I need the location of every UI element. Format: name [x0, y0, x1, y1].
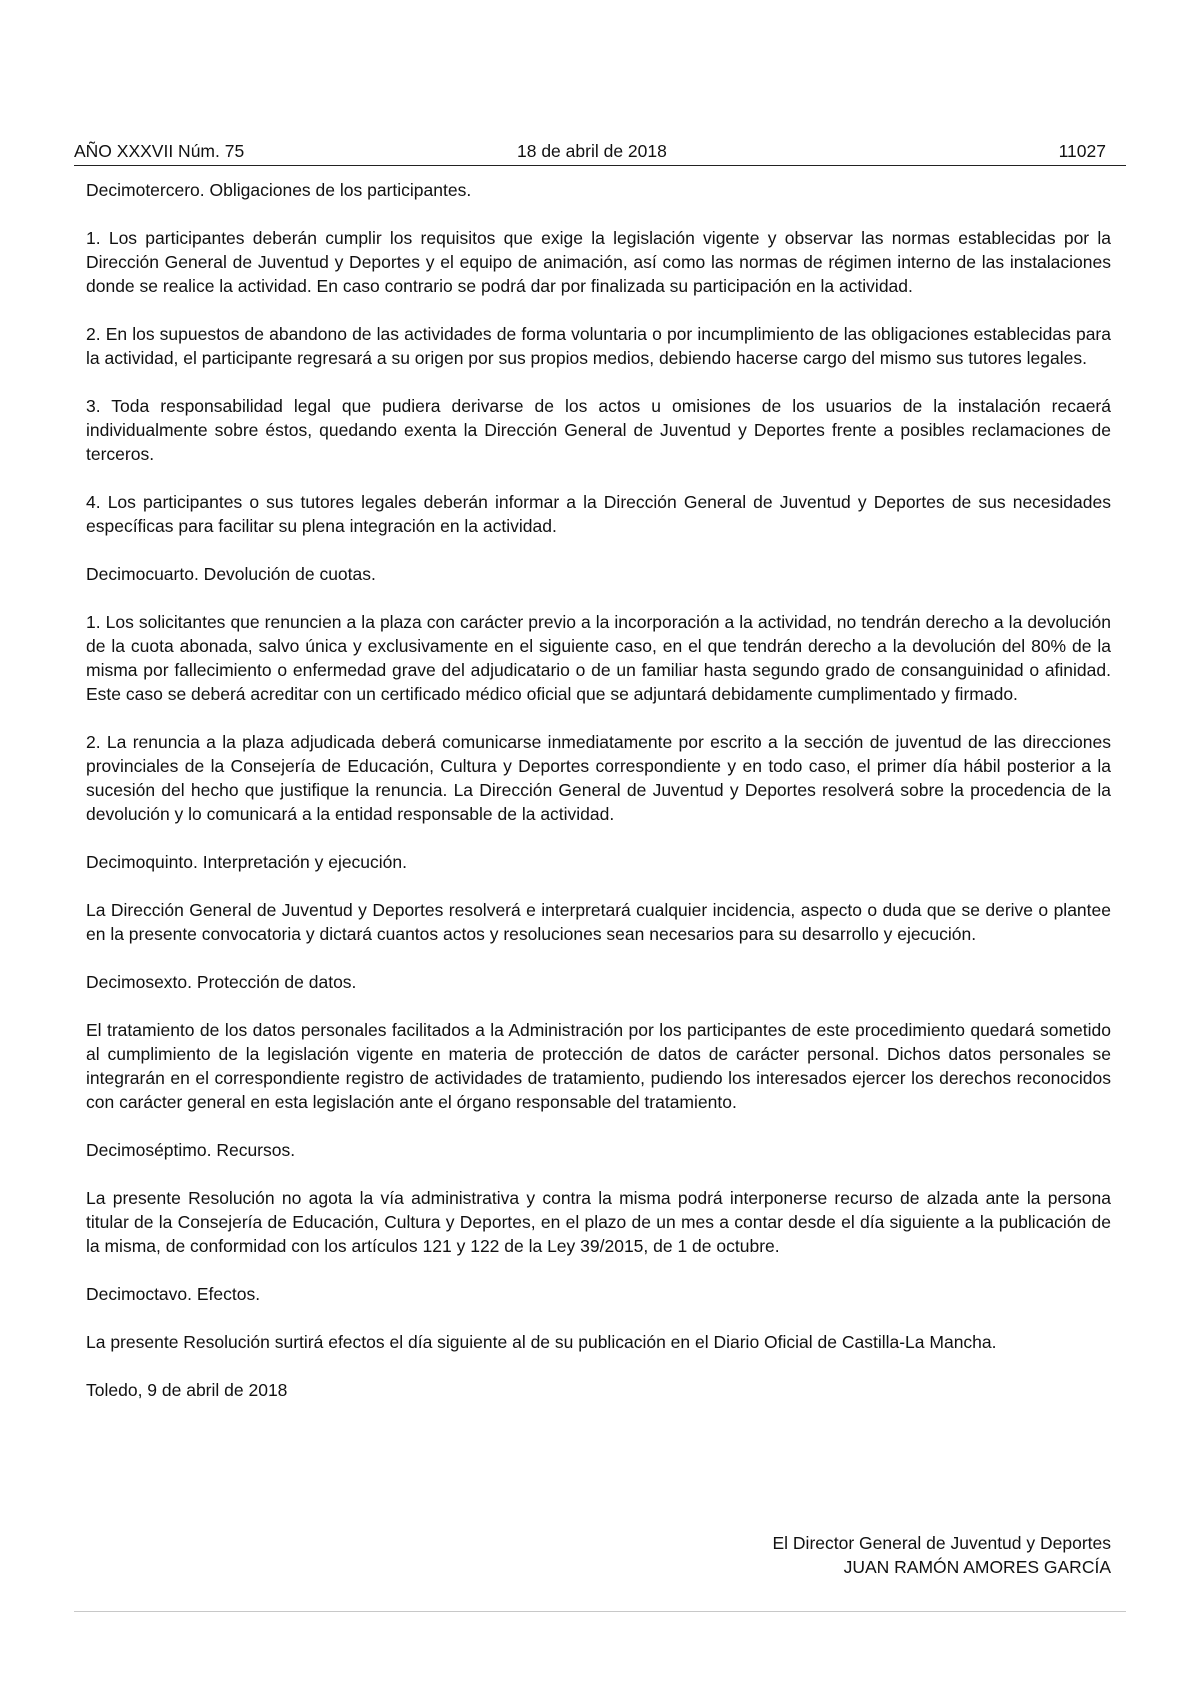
- paragraph: La presente Resolución no agota la vía administrativa y contra la misma podrá interponerse recurso de alzada ante la persona titular de la Consejería de Educación, Cultura y Deportes, en el plazo de un mes a contar desde el día siguiente a la publicación de la misma, de conformidad con los artículos 121 y 122 de la Ley 39/2015, de 1 de octubre.: [86, 1188, 1111, 1256]
- publication-date: 18 de abril de 2018: [517, 141, 667, 161]
- paragraph: 1. Los solicitantes que renuncien a la plaza con carácter previo a la incorporación a la actividad, no tendrán derecho a la devolución de la cuota abonada, salvo única y exclusivamente en el siguiente caso, en el que tendrán derecho a la devolución del 80% de la misma por fallecimiento o enfermedad grave del adjudicatario o de un familiar hasta segundo grado de consanguinidad o afinidad. Este caso se deberá acreditar con un certificado médico oficial que se adjuntará debidamente cumplimentado y firmado.: [86, 612, 1111, 704]
- paragraph: 1. Los participantes deberán cumplir los requisitos que exige la legislación vigente y observar las normas establecidas por la Dirección General de Juventud y Deportes y el equipo de animación, así como las normas de régimen interno de las instalaciones donde se realice la actividad. En caso contrario se podrá dar por finalizada su participación en la actividad.: [86, 228, 1111, 296]
- issue-number: AÑO XXXVII Núm. 75: [74, 141, 245, 161]
- paragraph: 3. Toda responsabilidad legal que pudiera derivarse de los actos u omisiones de los usuarios de la instalación recaerá individualmente sobre éstos, quedando exenta la Dirección General de Juventud y Deportes frente a posibles reclamaciones de terceros.: [86, 396, 1111, 464]
- section-heading: Decimoséptimo. Recursos.: [86, 1140, 296, 1160]
- place-date: Toledo, 9 de abril de 2018: [86, 1380, 288, 1400]
- footer-divider: [74, 1611, 1126, 1612]
- signer-name: JUAN RAMÓN AMORES GARCÍA: [843, 1557, 1111, 1577]
- signature-block: [773, 1531, 1112, 1579]
- signer-title: El Director General de Juventud y Deportes: [772, 1533, 1111, 1553]
- section-heading: Decimocuarto. Devolución de cuotas.: [86, 564, 376, 584]
- page-number: 11027: [1058, 141, 1106, 161]
- paragraph: 2. La renuncia a la plaza adjudicada deberá comunicarse inmediatamente por escrito a la sección de juventud de las direcciones provinciales de la Consejería de Educación, Cultura y Deportes correspondiente y en todo caso, el primer día hábil posterior a la sucesión del hecho que justifique la renuncia. La Dirección General de Juventud y Deportes resolverá sobre la procedencia de la devolución y lo comunicará a la entidad responsable de la actividad.: [86, 732, 1111, 824]
- section-heading: Decimotercero. Obligaciones de los participantes.: [86, 180, 472, 200]
- paragraph: 2. En los supuestos de abandono de las actividades de forma voluntaria o por incumplimiento de las obligaciones establecidas para la actividad, el participante regresará a su origen por sus propios medios, debiendo hacerse cargo del mismo sus tutores legales.: [86, 324, 1111, 368]
- section-heading: Decimoctavo. Efectos.: [86, 1284, 261, 1304]
- paragraph: La presente Resolución surtirá efectos el día siguiente al de su publicación en el Diario Oficial de Castilla-La Mancha.: [86, 1332, 997, 1352]
- document-body: [86, 178, 1111, 1414]
- page-header: [74, 138, 1126, 164]
- paragraph: La Dirección General de Juventud y Deportes resolverá e interpretará cualquier incidencia, aspecto o duda que se derive o plantee en la presente convocatoria y dictará cuantos actos y resoluciones sean necesarios para su desarrollo y ejecución.: [86, 900, 1111, 944]
- paragraph: El tratamiento de los datos personales facilitados a la Administración por los participantes de este procedimiento quedará sometido al cumplimiento de la legislación vigente en materia de protección de datos de carácter personal. Dichos datos personales se integrarán en el correspondiente registro de actividades de tratamiento, pudiendo los interesados ejercer los derechos reconocidos con carácter general en esta legislación ante el órgano responsable del tratamiento.: [86, 1020, 1111, 1112]
- header-divider: [74, 165, 1126, 166]
- section-heading: Decimoquinto. Interpretación y ejecución.: [86, 852, 408, 872]
- section-heading: Decimosexto. Protección de datos.: [86, 972, 357, 992]
- paragraph: 4. Los participantes o sus tutores legales deberán informar a la Dirección General de Juventud y Deportes de sus necesidades específicas para facilitar su plena integración en la actividad.: [86, 492, 1111, 536]
